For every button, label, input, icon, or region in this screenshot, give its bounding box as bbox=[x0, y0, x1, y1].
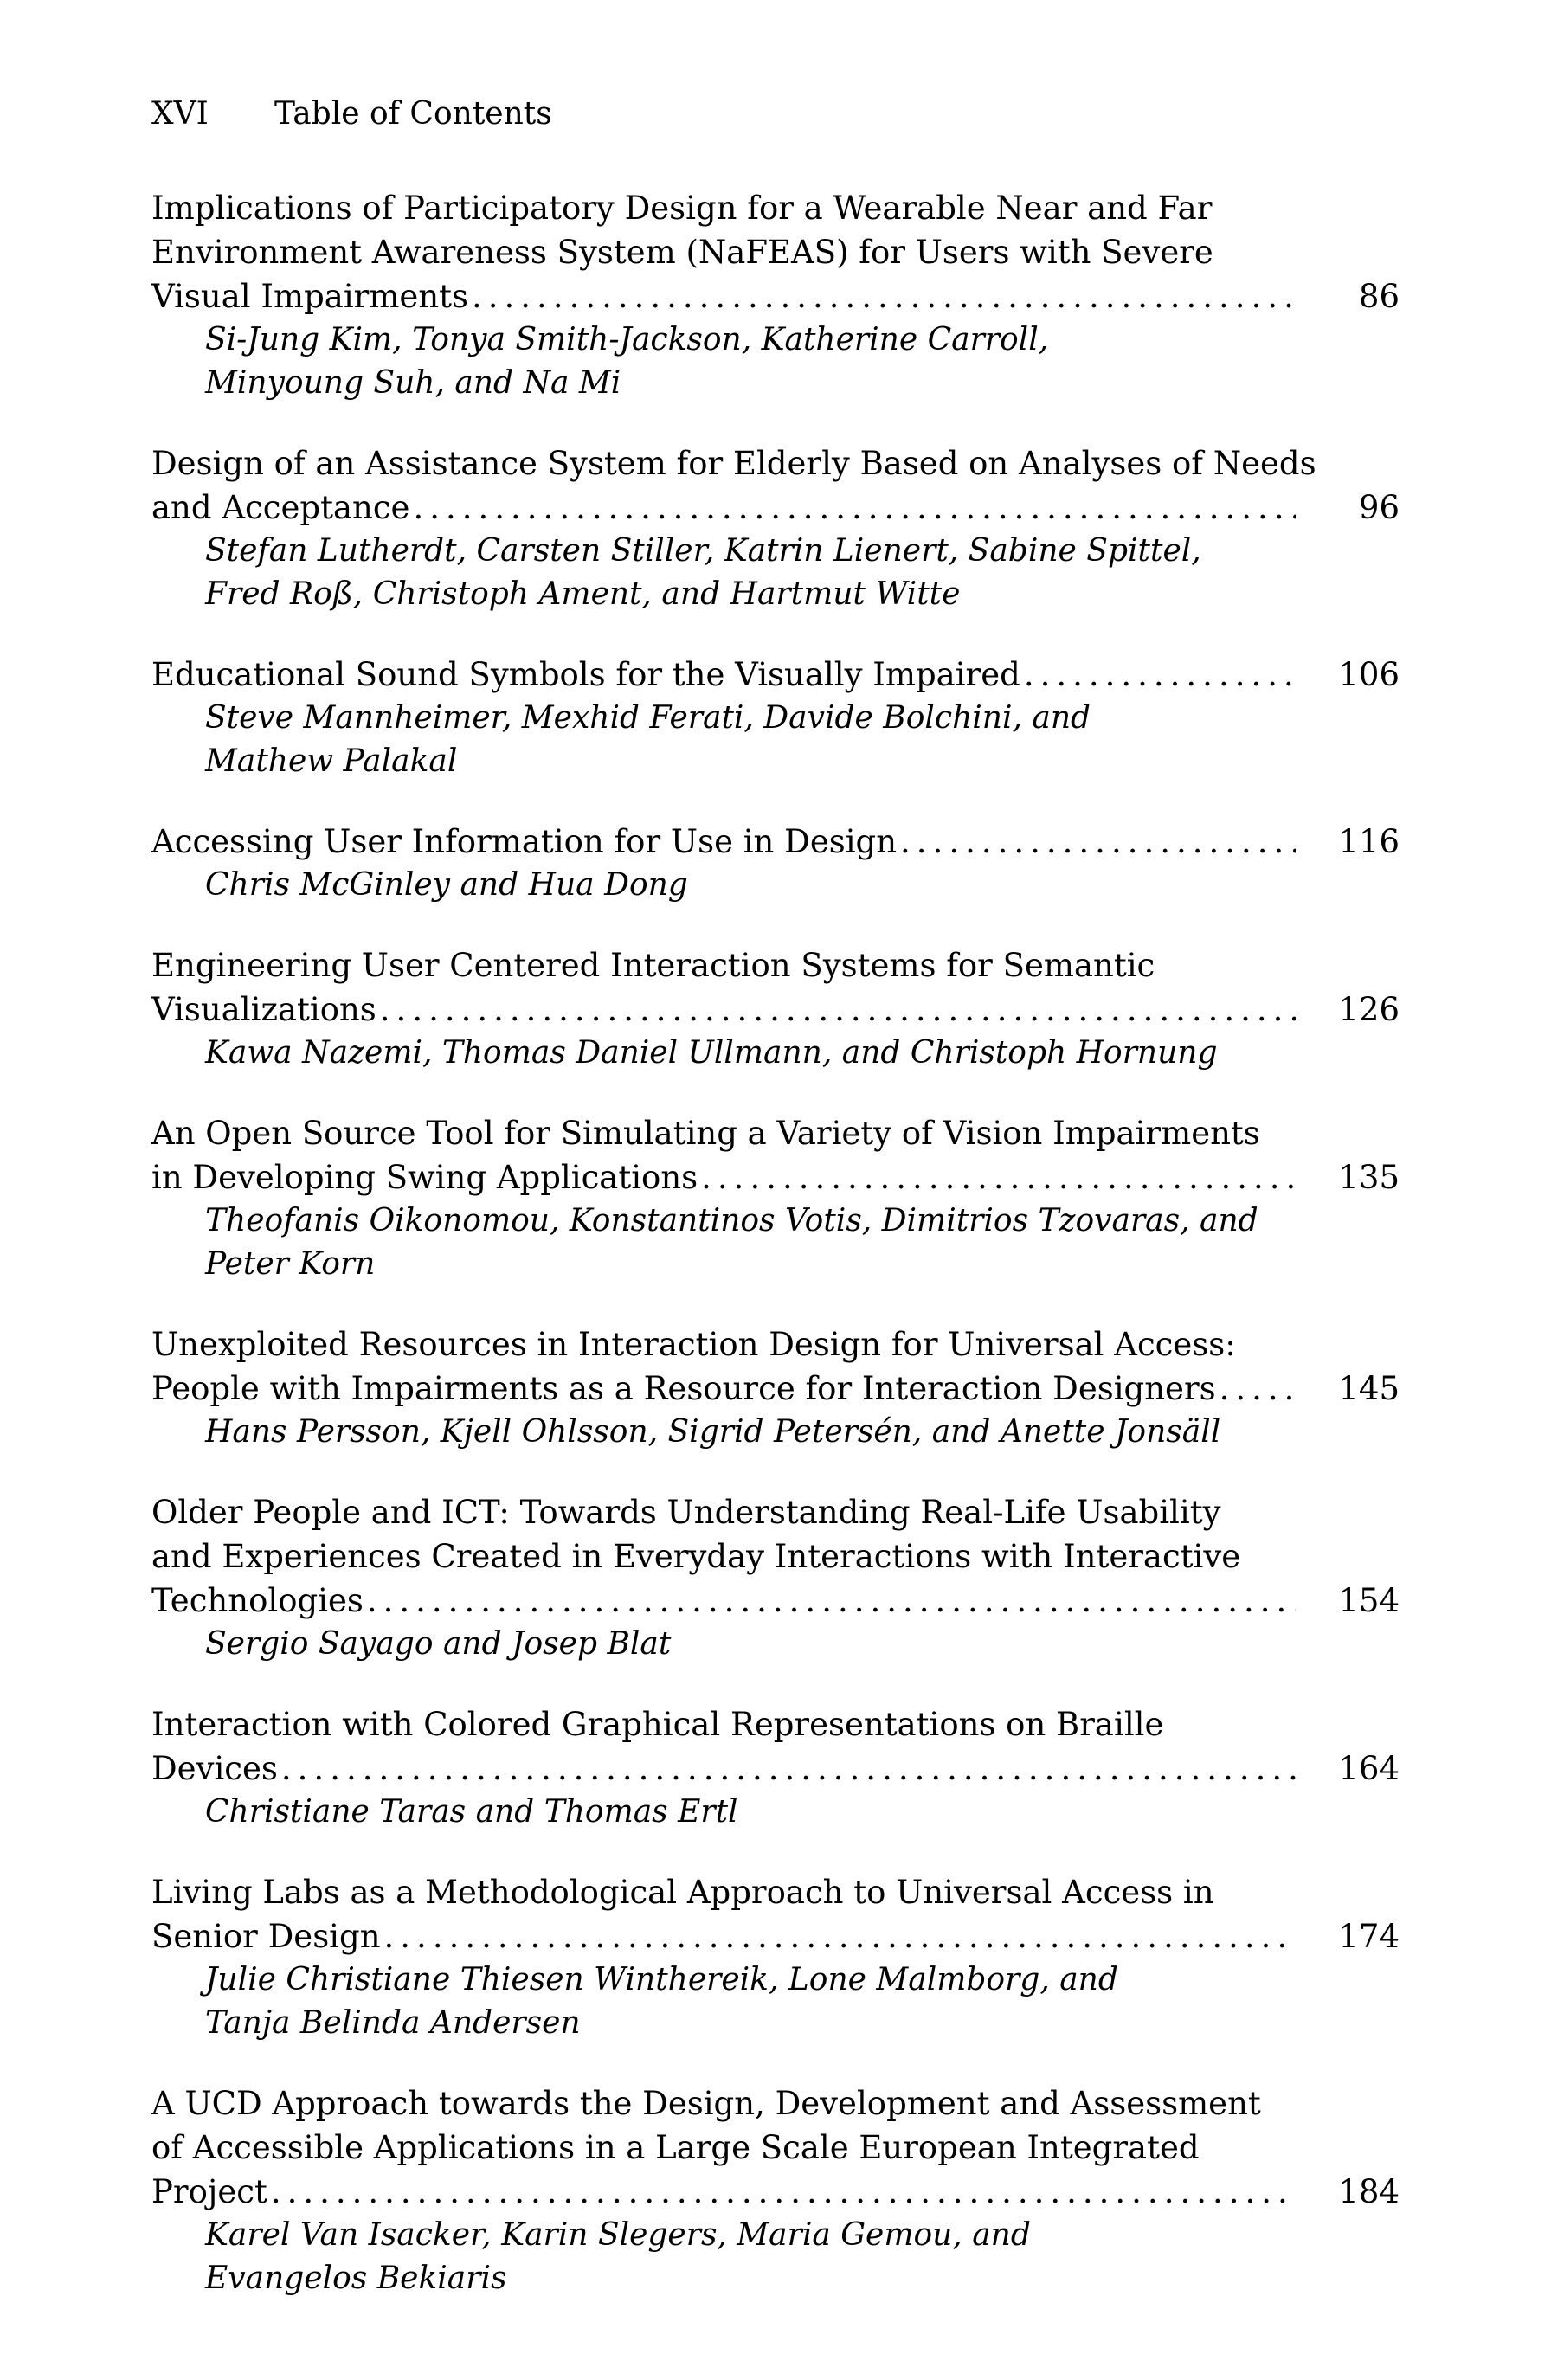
toc-entry-page-number: 145 bbox=[1338, 1370, 1400, 1407]
toc-entry-page-number: 106 bbox=[1338, 656, 1400, 693]
toc-entry bbox=[151, 1702, 1400, 1834]
toc-entry-title-last-line bbox=[151, 820, 1400, 864]
toc-entry-title-line: of Accessible Applications in a Large Scale European Integrated bbox=[151, 2129, 1200, 2166]
toc-entry-title-last-line bbox=[151, 1367, 1400, 1411]
toc-entry bbox=[151, 2081, 1400, 2300]
toc-entry-authors: Mathew Palakal bbox=[205, 743, 458, 779]
toc-entry-title-line: Living Labs as a Methodological Approach to Universal Access in bbox=[151, 1874, 1214, 1911]
toc-entry-authors: Stefan Lutherdt, Carsten Stiller, Katrin Lienert, Sabine Spittel, bbox=[205, 533, 1201, 569]
toc-entry-title-last-line bbox=[151, 987, 1400, 1032]
toc-entry bbox=[151, 1490, 1400, 1666]
dot-leader bbox=[472, 274, 1296, 318]
toc-entry-page-number: 164 bbox=[1338, 1750, 1400, 1787]
table-of-contents bbox=[151, 186, 1400, 2337]
toc-entry-title-last-line bbox=[151, 2170, 1400, 2214]
toc-entry-authors: Theofanis Oikonomou, Konstantinos Votis, Dimitrios Tzovaras, and bbox=[205, 1203, 1258, 1238]
dot-leader bbox=[701, 1155, 1296, 1200]
toc-entry-authors: Evangelos Bekiaris bbox=[205, 2261, 507, 2296]
toc-entry-authors: Steve Mannheimer, Mexhid Ferati, Davide Bolchini, and bbox=[205, 700, 1091, 736]
toc-entry-authors: Julie Christiane Thiesen Winthereik, Lone Malmborg, and bbox=[205, 1962, 1118, 1997]
toc-entry-authors: Peter Korn bbox=[205, 1246, 376, 1282]
toc-entry-page-number: 135 bbox=[1338, 1159, 1400, 1196]
toc-entry-title-line: Engineering User Centered Interaction Systems for Semantic bbox=[151, 947, 1155, 984]
toc-entry-page-number: 174 bbox=[1338, 1918, 1400, 1955]
dot-leader bbox=[1220, 1367, 1296, 1411]
toc-entry-title-last-line bbox=[151, 1746, 1400, 1791]
toc-entry bbox=[151, 943, 1400, 1075]
toc-entry-title-line: Environment Awareness System (NaFEAS) for Users with Severe bbox=[151, 234, 1213, 271]
toc-entry-title-text: Accessing User Information for Use in Design bbox=[151, 823, 898, 860]
toc-entry-page-number: 154 bbox=[1338, 1582, 1400, 1619]
toc-entry-title-last-line bbox=[151, 1155, 1400, 1200]
toc-entry-authors: Kawa Nazemi, Thomas Daniel Ullmann, and Christoph Hornung bbox=[205, 1035, 1218, 1071]
toc-entry-page-number: 96 bbox=[1358, 489, 1400, 526]
running-head bbox=[151, 97, 552, 132]
toc-entry bbox=[151, 1322, 1400, 1454]
toc-entry-page-number: 184 bbox=[1338, 2173, 1400, 2210]
toc-entry-title-line: and Experiences Created in Everyday Interactions with Interactive bbox=[151, 1538, 1241, 1575]
dot-leader bbox=[271, 2170, 1296, 2214]
toc-entry-page-number: 86 bbox=[1358, 278, 1400, 315]
dot-leader bbox=[281, 1746, 1296, 1791]
dot-leader bbox=[900, 820, 1296, 864]
toc-entry-authors: Fred Roß, Christoph Ament, and Hartmut Witte bbox=[205, 576, 961, 612]
toc-entry bbox=[151, 1111, 1400, 1286]
toc-entry-title-text: Educational Sound Symbols for the Visually Impaired bbox=[151, 656, 1020, 693]
toc-entry-authors: Chris McGinley and Hua Dong bbox=[205, 867, 688, 903]
toc-entry-title-text: People with Impairments as a Resource for Interaction Designers bbox=[151, 1370, 1216, 1407]
dot-leader bbox=[1024, 653, 1296, 697]
running-head-title: Table of Contents bbox=[274, 96, 552, 132]
toc-entry-authors: Si-Jung Kim, Tonya Smith-Jackson, Katherine Carroll, bbox=[205, 322, 1049, 357]
toc-entry bbox=[151, 820, 1400, 907]
toc-entry-authors: Sergio Sayago and Josep Blat bbox=[205, 1626, 672, 1662]
toc-entry-title-text: Visual Impairments bbox=[151, 278, 469, 315]
toc-entry-title-text: Senior Design bbox=[151, 1918, 381, 1955]
toc-entry-title-line: An Open Source Tool for Simulating a Variety of Vision Impairments bbox=[151, 1115, 1260, 1152]
toc-entry-authors: Karel Van Isacker, Karin Slegers, Maria Gemou, and bbox=[205, 2217, 1031, 2253]
toc-entry-title-last-line bbox=[151, 1914, 1400, 1959]
toc-entry-authors: Hans Persson, Kjell Ohlsson, Sigrid Petersén, and Anette Jonsäll bbox=[205, 1414, 1221, 1450]
toc-entry-title-line: Design of an Assistance System for Elderly Based on Analyses of Needs bbox=[151, 445, 1316, 482]
toc-entry-title-text: and Acceptance bbox=[151, 489, 410, 526]
page-number-roman: XVI bbox=[151, 96, 209, 132]
toc-entry-title-last-line bbox=[151, 1579, 1400, 1623]
toc-entry-title-text: Visualizations bbox=[151, 991, 376, 1028]
toc-entry-title-text: in Developing Swing Applications bbox=[151, 1159, 698, 1196]
dot-leader bbox=[413, 486, 1296, 530]
toc-entry-page-number: 116 bbox=[1338, 823, 1400, 860]
toc-entry-title-text: Project bbox=[151, 2173, 267, 2210]
toc-entry-title-line: Unexploited Resources in Interaction Design for Universal Access: bbox=[151, 1326, 1236, 1363]
toc-entry-authors: Minyoung Suh, and Na Mi bbox=[205, 365, 621, 401]
dot-leader bbox=[380, 987, 1296, 1032]
toc-entry-title-line: Implications of Participatory Design for a Wearable Near and Far bbox=[151, 190, 1213, 227]
toc-entry-authors: Tanja Belinda Andersen bbox=[205, 2005, 581, 2041]
toc-entry-title-line: A UCD Approach towards the Design, Development and Assessment bbox=[151, 2085, 1261, 2122]
toc-entry bbox=[151, 186, 1400, 405]
toc-entry bbox=[151, 441, 1400, 616]
toc-entry-title-line: Older People and ICT: Towards Understanding Real-Life Usability bbox=[151, 1494, 1221, 1531]
toc-entry-title-last-line bbox=[151, 653, 1400, 697]
toc-entry bbox=[151, 1870, 1400, 2045]
toc-entry-title-text: Devices bbox=[151, 1750, 278, 1787]
toc-entry-title-last-line bbox=[151, 274, 1400, 318]
toc-entry bbox=[151, 653, 1400, 783]
toc-entry-page-number: 126 bbox=[1338, 991, 1400, 1028]
dot-leader bbox=[367, 1579, 1296, 1623]
toc-entry-authors: Christiane Taras and Thomas Ertl bbox=[205, 1794, 738, 1830]
toc-entry-title-last-line bbox=[151, 486, 1400, 530]
dot-leader bbox=[384, 1914, 1296, 1959]
toc-entry-title-text: Technologies bbox=[151, 1582, 364, 1619]
toc-entry-title-line: Interaction with Colored Graphical Representations on Braille bbox=[151, 1706, 1164, 1743]
